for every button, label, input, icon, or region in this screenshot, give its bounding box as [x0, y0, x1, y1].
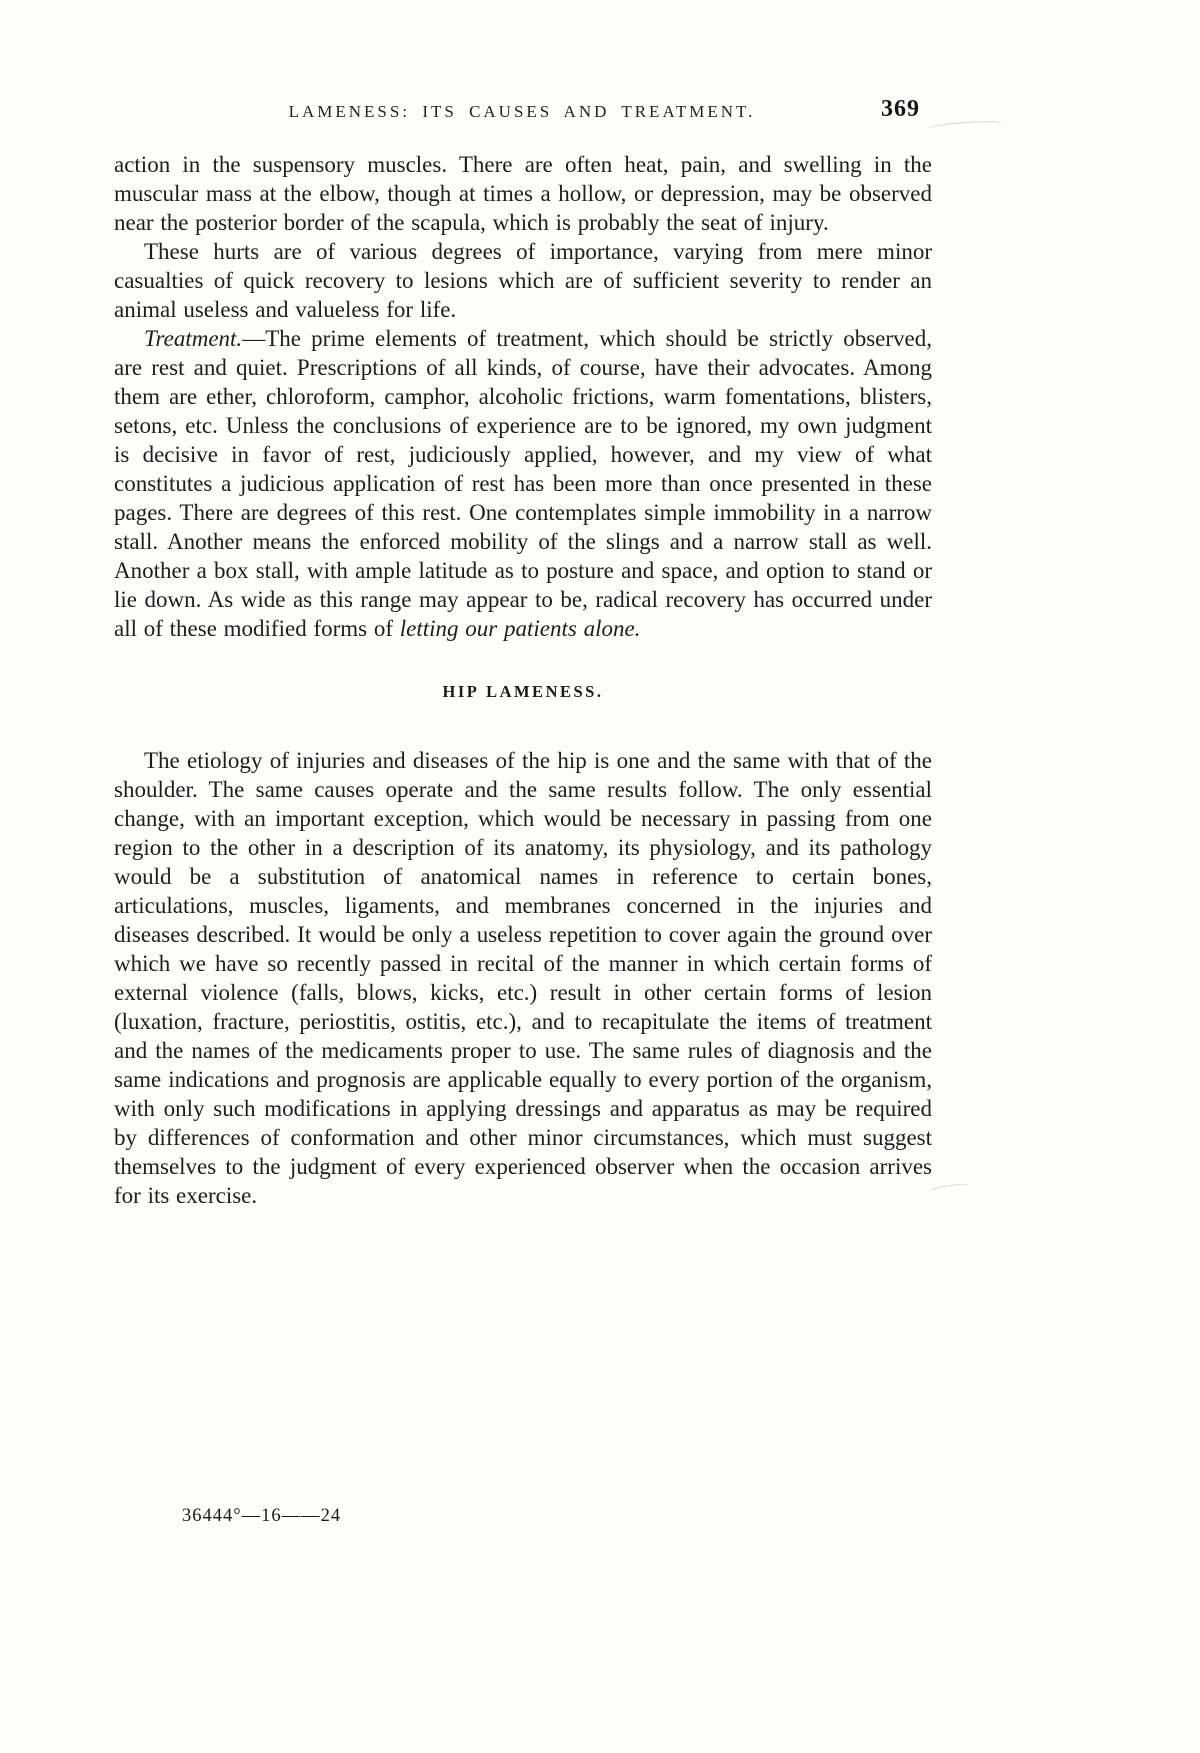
body-text: These hurts are of various degrees of importance, varying from mere minor casualties of quick recovery to lesions which are of sufficient severity to render an animal useless and valueless for life. — [114, 239, 932, 322]
body-text: The etiology of injuries and diseases of the hip is one and the same with that of the shoulder. The same causes operate and the same results follow. The only essential change, with an important exception, which would be necessary in passing from one region to the other in a description of its anatomy, its physiology, and its pathology would be a substitution of anatomical names in reference to certain bones, articulations, muscles, ligaments, and membranes concerned in the injuries and diseases described. It would be only a useless repetition to cover again the ground over which we have so recently passed in recital of the manner in which certain forms of external violence (falls, blows, kicks, etc.) result in other certain forms of lesion (luxation, fracture, periostitis, ostitis, etc.), and to recapitulate the items of treatment and the names of the medicaments proper to use. The same rules of diagnosis and the same indications and prognosis are applicable equally to every portion of the organism, with only such modifications in applying dressings and apparatus as may be required by differences of conformation and other minor circumstances, which must suggest themselves to the judgment of every experienced observer when the occasion arrives for its exercise. — [114, 748, 932, 1208]
scan-artifact — [930, 1182, 970, 1194]
body-text: —The prime elements of treatment, which should be strictly observed, are rest and quiet. Prescriptions of all kinds, of course, have their advocates. Among them are ether, chloroform, camphor, alcoholic frictions, warm fomentations, blisters, setons, etc. Unless the conclusions of experience are to be ignored, my own judgment is decisive in favor of rest, judiciously applied, however, and my view of what constitutes a judicious application of rest has been more than once presented in these pages. There are degrees of this rest. One contemplates simple immobility in a narrow stall. Another means the enforced mobility of the slings and a narrow stall as well. Another a box stall, with ample latitude as to posture and space, and option to stand or lie down. As wide as this range may appear to be, radical recovery has occurred under all of these modified forms of — [114, 326, 932, 641]
paragraph — [114, 324, 932, 643]
printer-signature-mark: 36444°—16——24 — [182, 1506, 342, 1526]
paragraph-group-shoulder — [114, 150, 932, 643]
scan-artifact — [925, 119, 1006, 135]
paragraph-group-hip — [114, 746, 932, 1210]
paragraph — [114, 150, 932, 237]
body-text-column — [114, 150, 932, 1210]
section-heading-hip-lameness: HIP LAMENESS. — [442, 682, 604, 701]
body-text: action in the suspensory muscles. There are often heat, pain, and swelling in the muscular mass at the elbow, though at times a hollow, or depression, may be observed near the posterior border of the scapula, which is probably the seat of injury. — [114, 152, 932, 235]
paragraph — [114, 237, 932, 324]
running-title: LAMENESS: ITS CAUSES AND TREATMENT. — [288, 102, 756, 121]
page-number: 369 — [881, 96, 920, 122]
italic-text: letting our patients alone. — [399, 616, 641, 641]
italic-text: Treatment. — [144, 326, 243, 351]
paragraph — [114, 746, 932, 1210]
